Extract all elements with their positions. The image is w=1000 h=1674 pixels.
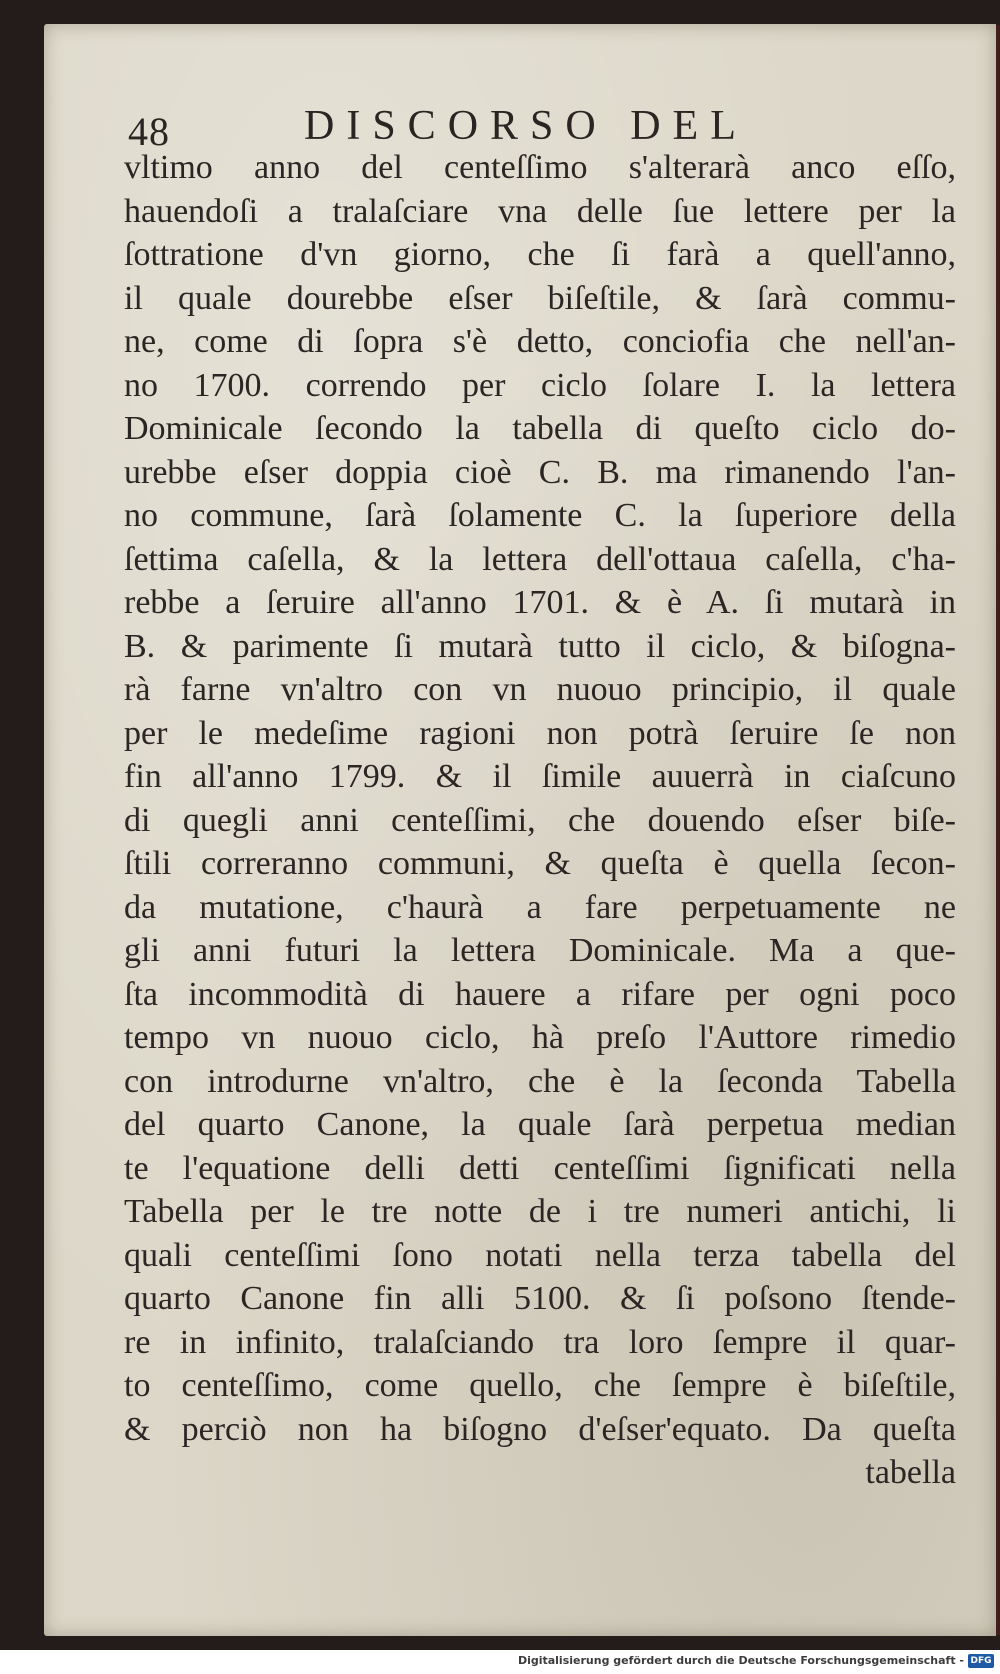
- text-line: con introdurne vn'altro, che è la ſeconda Tabella: [124, 1062, 956, 1100]
- text-line: ſottratione d'vn giorno, che ſi farà a quell'anno,: [124, 236, 956, 273]
- body-text: [124, 146, 956, 1495]
- text-line: ne, come di ſopra s'è detto, conciofia che nell'an-: [124, 323, 956, 360]
- text-line: B. & parimente ſi mutarà tutto il ciclo, & biſogna-: [124, 627, 956, 665]
- running-head: DISCORSO DEL: [304, 103, 748, 149]
- text-line: rebbe a ſeruire all'anno 1701. & è A. ſi mutarà in: [124, 584, 956, 621]
- text-line: ſtili correranno communi, & queſta è quella ſecon-: [124, 845, 956, 882]
- text-line: gli anni futuri la lettera Dominicale. Ma a que-: [124, 932, 956, 969]
- dfg-logo-icon: DFG: [968, 1654, 994, 1668]
- footer-bar: [0, 1650, 1000, 1674]
- text-line: del quarto Canone, la quale ſarà perpetua median: [124, 1106, 956, 1143]
- text-line: ſta incommodità di hauere a rifare per ogni poco: [124, 975, 956, 1013]
- text-line: il quale dourebbe eſser biſeſtile, & ſarà commu-: [124, 279, 956, 317]
- text-line: te l'equatione delli detti centeſſimi ſignificati nella: [124, 1149, 956, 1187]
- text-line: & perciò non ha biſogno d'eſser'equato. Da queſta: [124, 1410, 956, 1448]
- text-line: rà farne vn'altro con vn nuouo principio, il quale: [124, 671, 956, 708]
- funding-credit: Digitalisierung gefördert durch die Deutsche Forschungsgemeinschaft -: [517, 1654, 964, 1667]
- text-line: vltimo anno del centeſſimo s'alterarà anco eſſo,: [124, 149, 956, 186]
- text-line: fin all'anno 1799. & il ſimile auuerrà in ciaſcuno: [124, 758, 956, 795]
- text-line: Tabella per le tre notte de i tre numeri antichi, li: [124, 1193, 956, 1230]
- text-line: per le medeſime ragioni non potrà ſeruire ſe non: [124, 714, 956, 752]
- text-line: quarto Canone fin alli 5100. & ſi poſsono ſtende-: [124, 1280, 956, 1317]
- text-line: hauendoſi a tralaſciare vna delle ſue lettere per la: [124, 192, 956, 230]
- catchword: tabella: [865, 1454, 956, 1491]
- text-line: re in infinito, tralaſciando tra loro ſempre il quar-: [124, 1323, 956, 1361]
- page-number: 48: [128, 109, 170, 154]
- text-line: urebbe eſser doppia cioè C. B. ma rimanendo l'an-: [124, 453, 956, 491]
- text-line: tempo vn nuouo ciclo, hà preſo l'Auttore rimedio: [124, 1019, 956, 1056]
- text-line: no commune, ſarà ſolamente C. la ſuperiore della: [124, 497, 956, 534]
- text-line: to centeſſimo, come quello, che ſempre è biſeſtile,: [124, 1367, 956, 1404]
- text-line: di quegli anni centeſſimi, che douendo eſser biſe-: [124, 801, 956, 839]
- text-line: Dominicale ſecondo la tabella di queſto ciclo do-: [124, 410, 956, 447]
- text-line: ſettima caſella, & la lettera dell'ottaua caſella, c'ha-: [124, 540, 956, 578]
- text-line: quali centeſſimi ſono notati nella terza tabella del: [124, 1236, 956, 1274]
- text-line: da mutatione, c'haurà a fare perpetuamente ne: [124, 888, 956, 926]
- text-line: no 1700. correndo per ciclo ſolare I. la lettera: [124, 366, 956, 404]
